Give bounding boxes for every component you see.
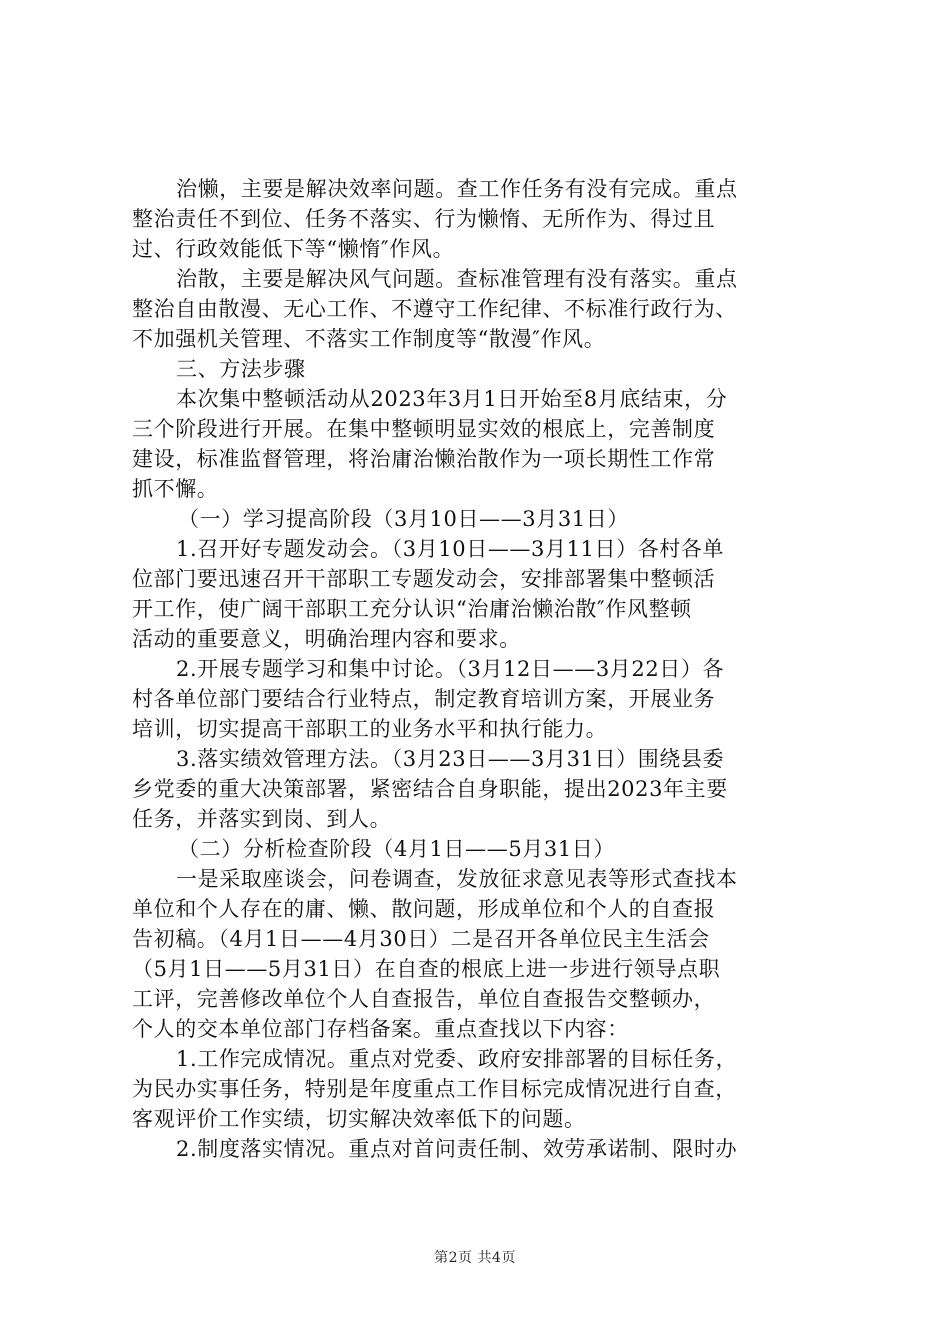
text-line: 客观评价工作实绩，切实解决效率低下的问题。 (132, 1107, 586, 1131)
text-line: 2.制度落实情况。重点对首问责任制、效劳承诺制、限时办 (176, 1137, 738, 1161)
text-line: 任务，并落实到岗、到人。 (132, 807, 392, 831)
text-line: （5月1日——5月31日）在自查的根底上进一步进行领导点职 (132, 957, 721, 981)
text-line: 乡党委的重大决策部署，紧密结合自身职能，提出2023年主要 (132, 777, 728, 801)
text-line: 告初稿。（4月1日——4月30日）二是召开各单位民主生活会 (132, 927, 710, 951)
text-line: 建设，标准监督管理，将治庸治懒治散作为一项长期性工作常 (132, 447, 716, 471)
text-line: 1.召开好专题发动会。（3月10日——3月11日）各村各单 (176, 537, 725, 561)
text-line: 整治自由散漫、无心工作、不遵守工作纪律、不标准行政行为、 (132, 297, 737, 321)
text-line: 3.落实绩效管理方法。（3月23日——3月31日）围绕县委 (176, 747, 725, 771)
page-number-footer: 第2页 共4页 (434, 1250, 516, 1266)
document-body (132, 174, 844, 1164)
section-heading: 三、方法步骤 (176, 357, 306, 381)
text-line: 位部门要迅速召开干部职工专题发动会，安排部署集中整顿活 (132, 567, 716, 591)
text-line: 为民办实事任务，特别是年度重点工作目标完成情况进行自查， (132, 1077, 737, 1101)
subsection-heading: （一）学习提高阶段（3月10日——3月31日） (178, 507, 629, 531)
text-line: 整治责任不到位、任务不落实、行为懒惰、无所作为、得过且 (132, 207, 716, 231)
text-line: 一是采取座谈会，问卷调查，发放征求意见表等形式查找本 (176, 867, 738, 891)
text-line: 单位和个人存在的庸、懒、散问题，形成单位和个人的自查报 (132, 897, 716, 921)
text-line: 工评，完善修改单位个人自查报告，单位自查报告交整顿办， (132, 987, 716, 1011)
text-line: 抓不懈。 (132, 477, 219, 501)
text-line: 活动的重要意义，明确治理内容和要求。 (132, 627, 521, 651)
text-line: 村各单位部门要结合行业特点，制定教育培训方案，开展业务 (132, 687, 716, 711)
text-line: 过、行政效能低下等“懒惰″作风。 (132, 237, 455, 261)
subsection-heading: （二）分析检查阶段（4月1日——5月31日） (178, 837, 616, 861)
text-line: 1.工作完成情况。重点对党委、政府安排部署的目标任务， (176, 1047, 738, 1071)
text-line: 2.开展专题学习和集中讨论。（3月12日——3月22日）各 (176, 657, 725, 681)
text-line: 治散，主要是解决风气问题。查标准管理有没有落实。重点 (176, 267, 738, 291)
text-line: 本次集中整顿活动从2023年3月1日开始至8月底结束，分 (176, 387, 728, 411)
text-line: 开工作，使广阔干部职工充分认识“治庸治懒治散″作风整顿 (132, 597, 692, 621)
text-line: 治懒，主要是解决效率问题。查工作任务有没有完成。重点 (176, 177, 738, 201)
text-line: 三个阶段进行开展。在集中整顿明显实效的根底上，完善制度 (132, 417, 716, 441)
text-line: 不加强机关管理、不落实工作制度等“散漫″作风。 (132, 327, 606, 351)
text-line: 培训，切实提高干部职工的业务水平和执行能力。 (132, 717, 608, 741)
text-line: 个人的交本单位部门存档备案。重点查找以下内容： (132, 1017, 629, 1041)
